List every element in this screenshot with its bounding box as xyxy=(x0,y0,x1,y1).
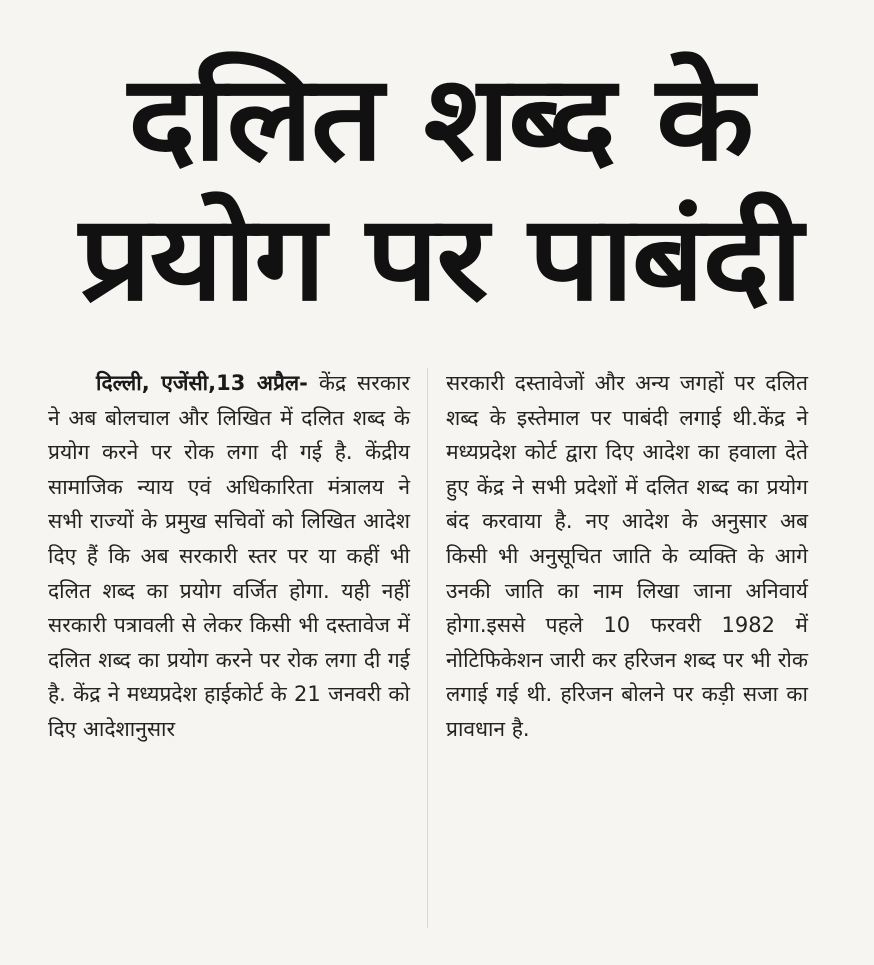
dateline: दिल्ली, एजेंसी,13 अप्रैल- xyxy=(96,371,308,395)
body-text-left: केंद्र सरकार ने अब बोलचाल और लिखित में दलित शब्द के प्रयोग करने पर रोक लगा दी गई है. केंद्रीय सामाजिक न्याय एवं अधिकारिता मंत्रालय ने सभी राज्यों के प्रमुख सचिवों को लिखित आदेश दिए हैं कि अब सरकारी स्तर पर या कहीं भी दलित शब्द का प्रयोग वर्जित होगा. यही नहीं सरकारी पत्रावली से लेकर किसी भी दस्तावेज में दलित शब्द का प्रयोग करने पर रोक लगा दी गई है. केंद्र ने मध्यप्रदेश हाईकोर्ट के 21 जनवरी को दिए आदेशानुसार xyxy=(48,371,410,741)
body-text-right: सरकारी दस्तावेजों और अन्य जगहों पर दलित शब्द के इस्तेमाल पर पाबंदी लगाई थी.केंद्र ने मध्यप्रदेश कोर्ट द्वारा दिए आदेश का हवाला देते हुए केंद्र ने सभी प्रदेशों में दलित शब्द का प्रयोग बंद करवाया है. नए आदेश के अनुसार अब किसी भी अनुसूचित जाति के व्यक्ति के आगे उनकी जाति का नाम लिखा जाना अनिवार्य होगा.इससे पहले 10 फरवरी 1982 में नोटिफिकेशन जारी कर हरिजन शब्द पर भी रोक लगाई गई थी. हरिजन बोलने पर कड़ी सजा का प्रावधान है. xyxy=(446,371,808,741)
headline-line-2: प्रयोग पर पाबंदी xyxy=(79,189,801,327)
article-column-right xyxy=(446,366,808,747)
column-divider xyxy=(427,368,428,928)
article-paragraph-left xyxy=(48,366,410,747)
headline-line-1: दलित शब्द के xyxy=(128,49,752,187)
article-column-left xyxy=(48,366,410,747)
